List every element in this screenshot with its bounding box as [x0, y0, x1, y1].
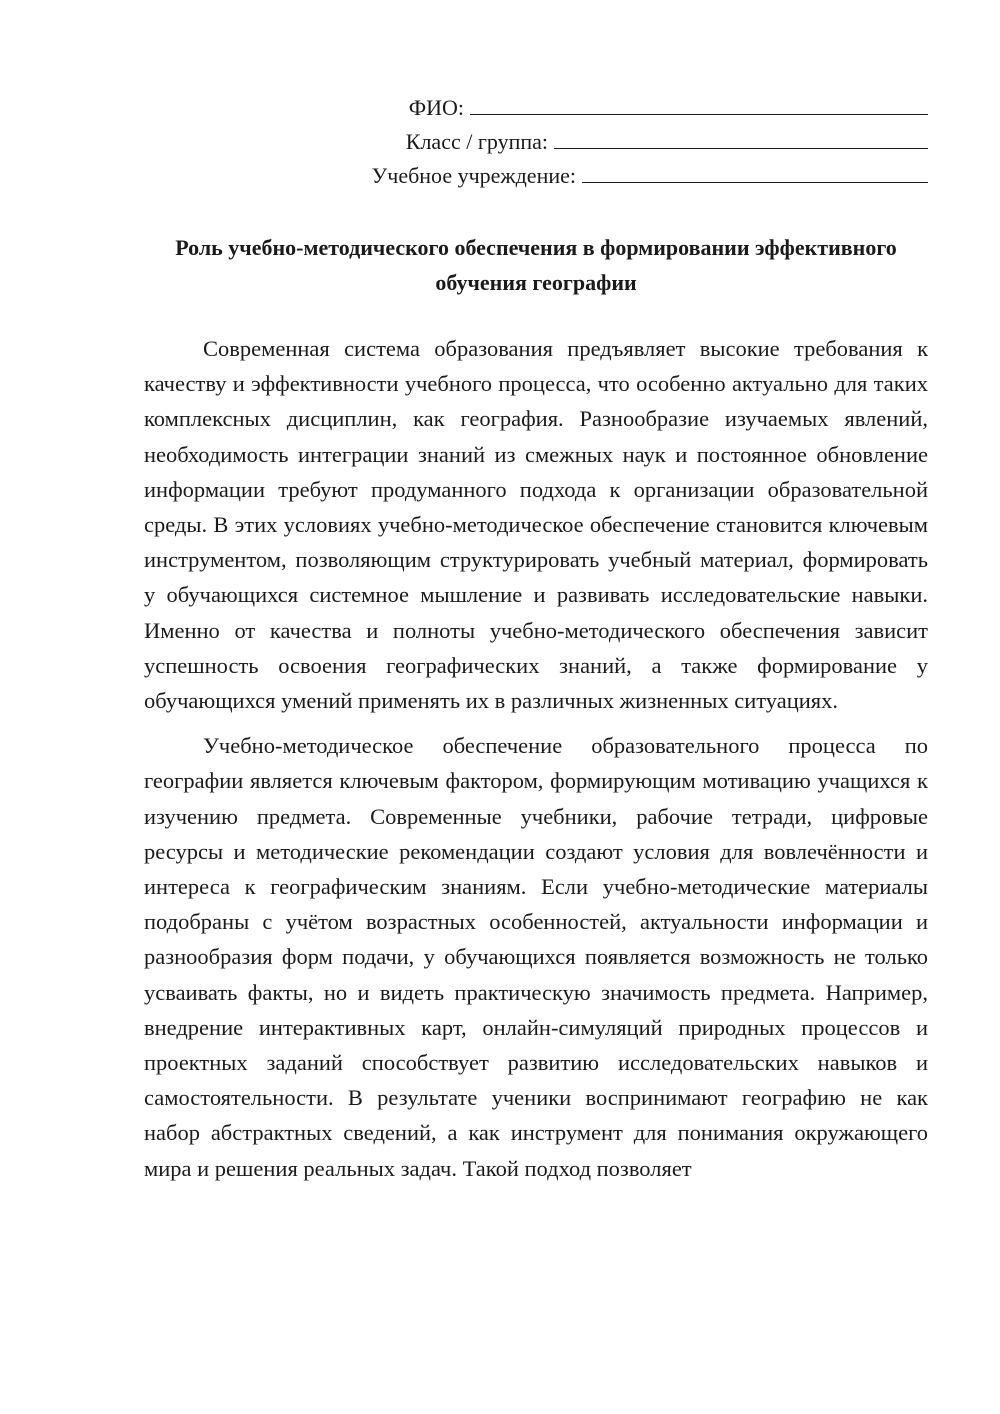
- fio-label: ФИО:: [408, 95, 464, 120]
- paragraph-1: Современная система образования предъявляет высокие требования к качеству и эффективности учебного процесса, что особенно актуально для таких комплексных дисциплин, как география. Разнообразие изучаемых явлений, необходимость интеграции знаний из смежных наук и постоянное обновление информации требуют продуманного подхода к организации образовательной среды. В этих условиях учебно-методическое обеспечение становится ключевым инструментом, позволяющим структурировать учебный материал, формировать у обучающихся системное мышление и развивать исследовательские навыки. Именно от качества и полноты учебно-методического обеспечения зависит успешность освоения географических знаний, а также формирование у обучающихся умений применять их в различных жизненных ситуациях.: [144, 336, 928, 714]
- class-field-row: [328, 126, 928, 160]
- class-blank-line: [554, 126, 928, 149]
- document-body: [144, 331, 928, 1196]
- student-info-fields: [328, 92, 928, 194]
- institution-field-row: [328, 160, 928, 194]
- institution-label: Учебное учреждение:: [371, 163, 576, 188]
- fio-field-row: [328, 92, 928, 126]
- document-title: Роль учебно-методического обеспечения в формировании эффективного обучения географии: [175, 235, 897, 295]
- paragraph-2: Учебно-методическое обеспечение образовательного процесса по географии является ключевым фактором, формирующим мотивацию учащихся к изучению предмета. Современные учебники, рабочие тетради, цифровые ресурсы и методические рекомендации создают условия для вовлечённости и интереса к географическим знаниям. Если учебно-методические материалы подобраны с учётом возрастных особенностей, актуальности информации и разнообразия форм подачи, у обучающихся появляется возможность не только усваивать факты, но и видеть практическую значимость предмета. Например, внедрение интерактивных карт, онлайн-симуляций природных процессов и проектных заданий способствует развитию исследовательских навыков и самостоятельности. В результате ученики воспринимают географию не как набор абстрактных сведений, а как инструмент для понимания окружающего мира и решения реальных задач. Такой подход позволяет: [144, 733, 928, 1181]
- institution-blank-line: [582, 160, 928, 183]
- class-label: Класс / группа:: [405, 129, 548, 154]
- fio-blank-line: [470, 92, 928, 115]
